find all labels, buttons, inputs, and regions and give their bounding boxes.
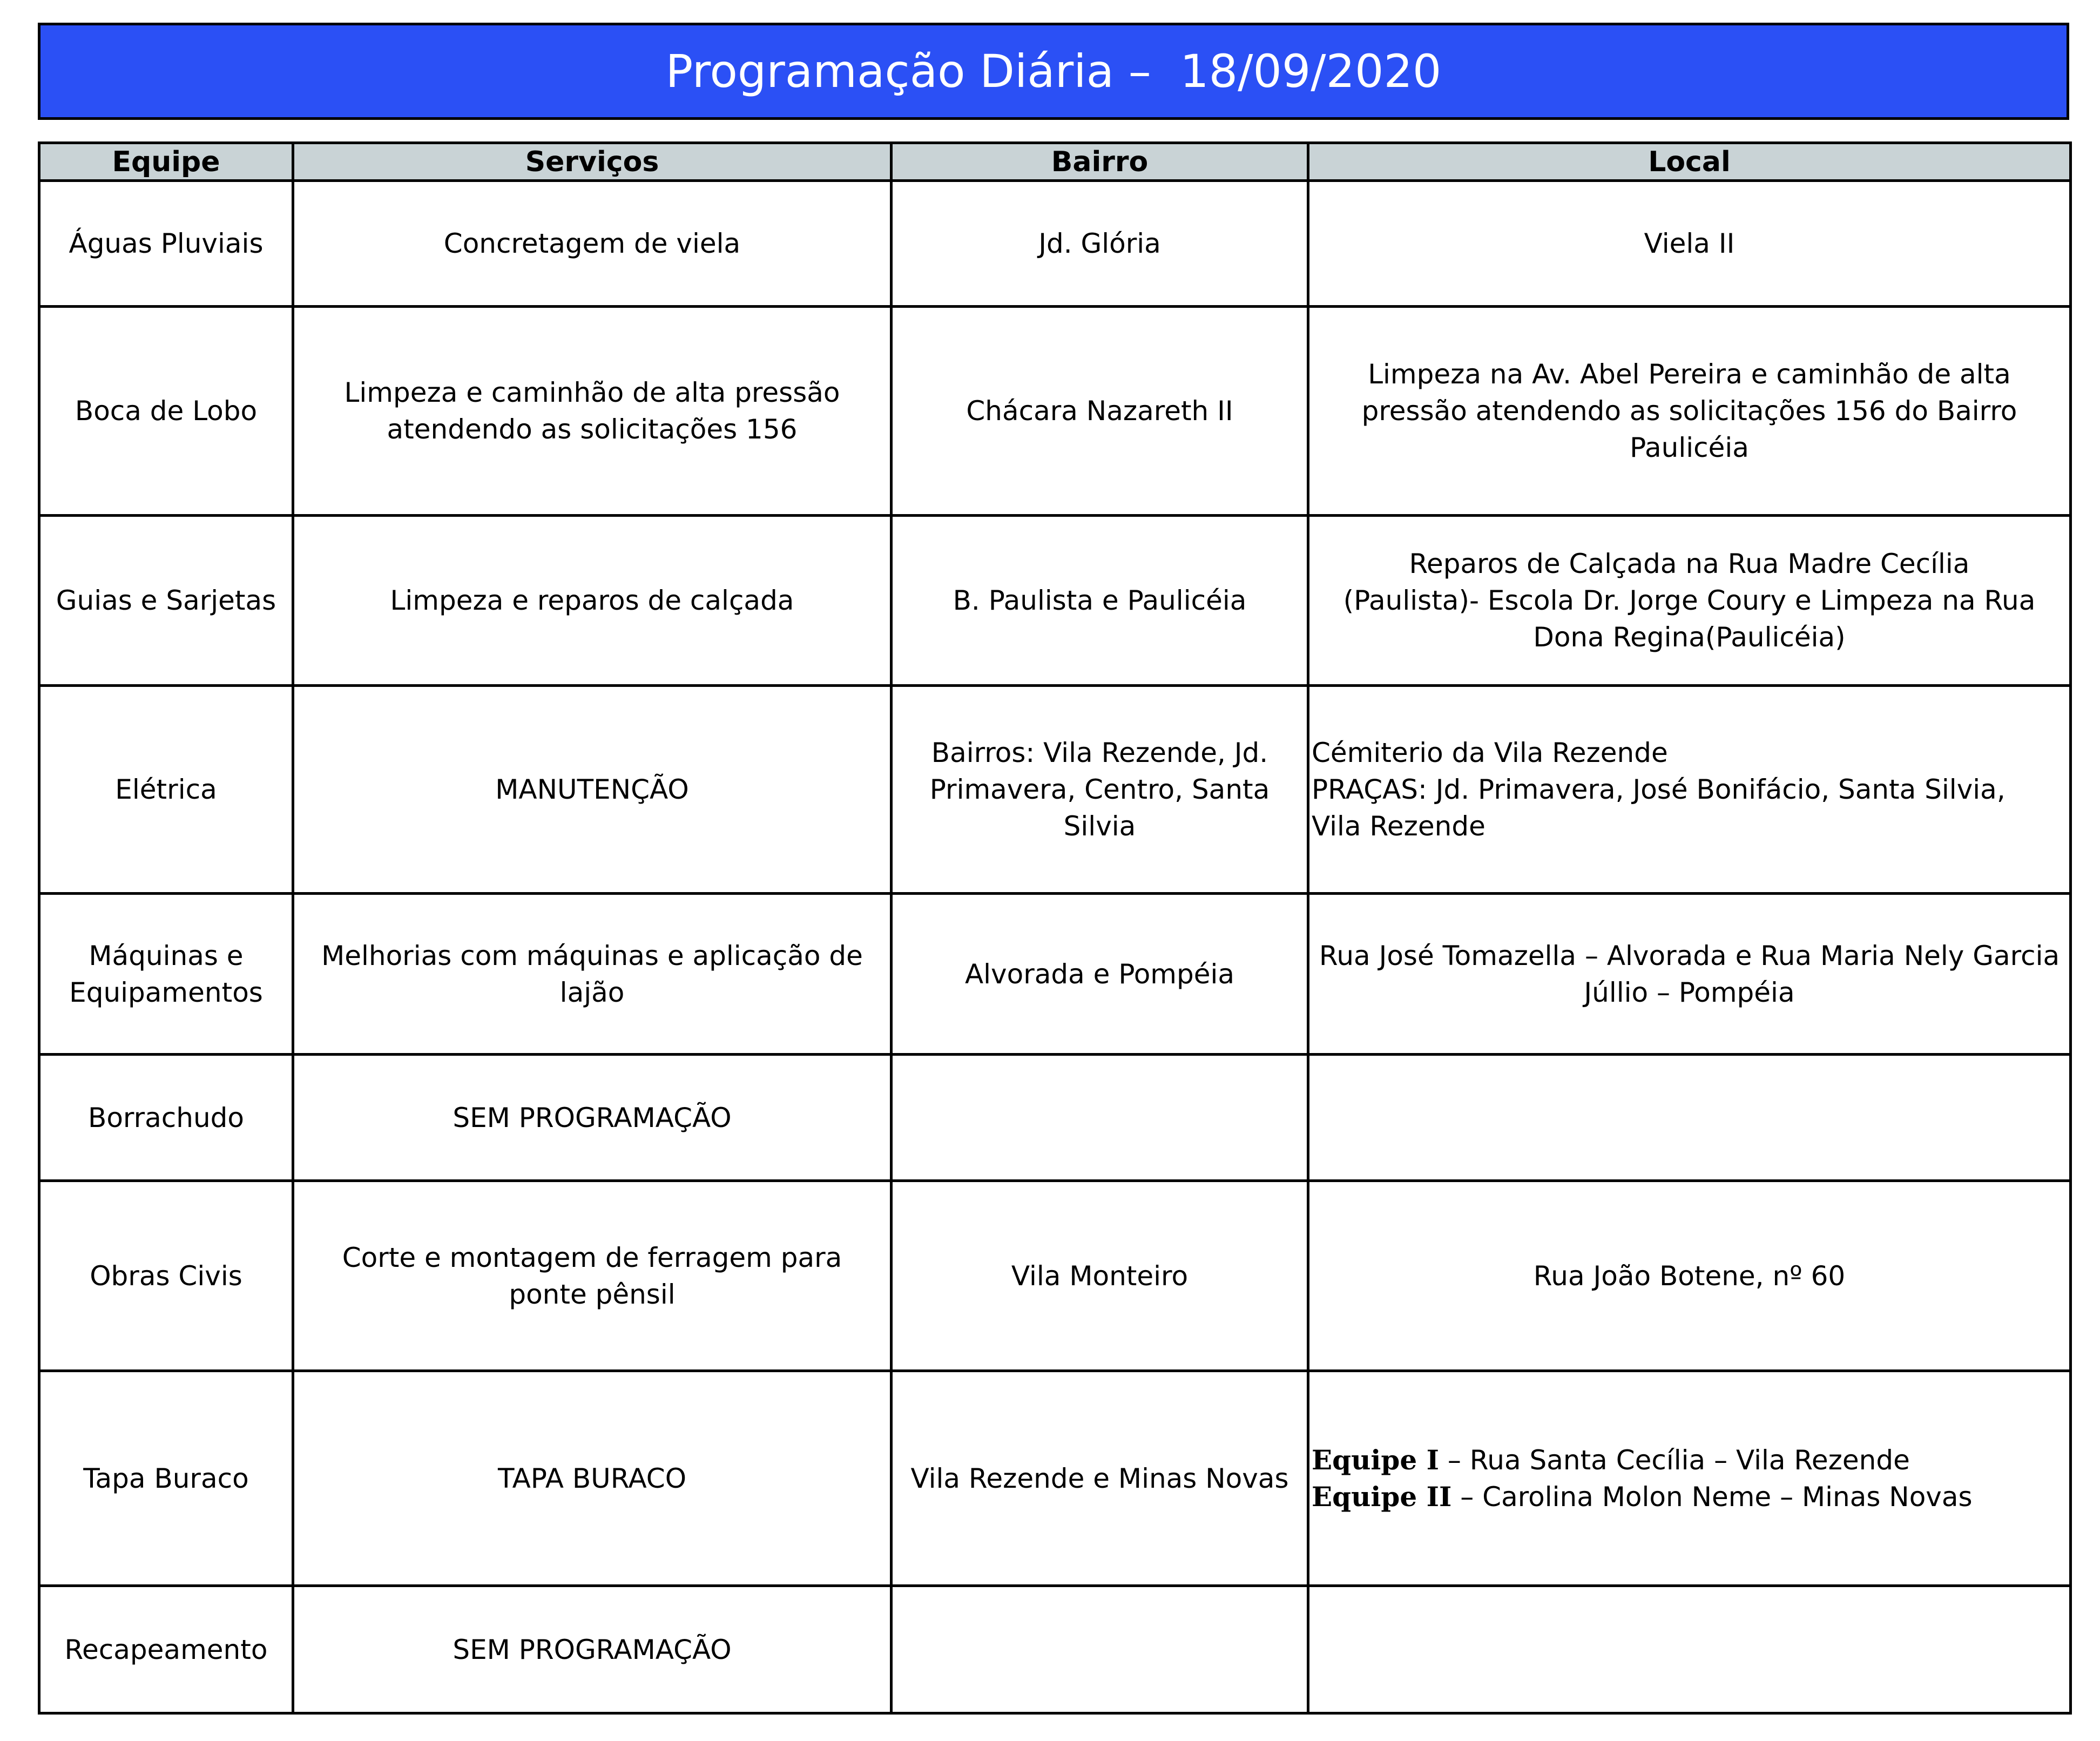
cell-local: Reparos de Calçada na Rua Madre Cecília (Paulista)- Escola Dr. Jorge Coury e Limpeza na Rua Dona Regina(Paulicéia) <box>1308 516 2071 686</box>
schedule-table <box>38 141 2072 1715</box>
team-text: – Rua Santa Cecília – Vila Rezende <box>1439 1444 1910 1476</box>
table-row <box>39 516 2071 686</box>
cell-equipe: Boca de Lobo <box>39 307 293 516</box>
cell-equipe: Elétrica <box>39 686 293 894</box>
cell-equipe: Águas Pluviais <box>39 181 293 307</box>
table-row <box>39 181 2071 307</box>
cell-servicos: SEM PROGRAMAÇÃO <box>293 1586 892 1713</box>
cell-local <box>1308 1371 2071 1586</box>
cell-servicos: TAPA BURACO <box>293 1371 892 1586</box>
cell-equipe: Máquinas e Equipamentos <box>39 894 293 1055</box>
local-line: Cémiterio da Vila Rezende <box>1312 737 1668 768</box>
cell-servicos: Limpeza e reparos de calçada <box>293 516 892 686</box>
table-row <box>39 686 2071 894</box>
header-bairro: Bairro <box>892 143 1308 181</box>
cell-local <box>1308 686 2071 894</box>
table-row <box>39 1055 2071 1181</box>
cell-bairro: Jd. Glória <box>892 181 1308 307</box>
cell-bairro: B. Paulista e Paulicéia <box>892 516 1308 686</box>
cell-bairro: Vila Monteiro <box>892 1181 1308 1371</box>
header-local: Local <box>1308 143 2071 181</box>
cell-servicos: Concretagem de viela <box>293 181 892 307</box>
cell-equipe: Tapa Buraco <box>39 1371 293 1586</box>
title-bar <box>38 23 2069 120</box>
cell-equipe: Borrachudo <box>39 1055 293 1181</box>
cell-local: Limpeza na Av. Abel Pereira e caminhão de alta pressão atendendo as solicitações 156 do Bairro Paulicéia <box>1308 307 2071 516</box>
table-row <box>39 1181 2071 1371</box>
table-row <box>39 894 2071 1055</box>
team-label: Equipe I <box>1312 1443 1439 1476</box>
cell-servicos: SEM PROGRAMAÇÃO <box>293 1055 892 1181</box>
cell-bairro: Chácara Nazareth II <box>892 307 1308 516</box>
local-line: PRAÇAS: Jd. Primavera, José Bonifácio, Santa Silvia, Vila Rezende <box>1312 774 2006 842</box>
table-row <box>39 307 2071 516</box>
cell-local <box>1308 1055 2071 1181</box>
cell-bairro: Alvorada e Pompéia <box>892 894 1308 1055</box>
cell-bairro <box>892 1586 1308 1713</box>
cell-local: Viela II <box>1308 181 2071 307</box>
cell-local: Rua José Tomazella – Alvorada e Rua Maria Nely Garcia Júllio – Pompéia <box>1308 894 2071 1055</box>
cell-local: Rua João Botene, nº 60 <box>1308 1181 2071 1371</box>
cell-servicos: Melhorias com máquinas e aplicação de lajão <box>293 894 892 1055</box>
header-equipe: Equipe <box>39 143 293 181</box>
header-row <box>39 143 2071 181</box>
cell-equipe: Obras Civis <box>39 1181 293 1371</box>
team-text: – Carolina Molon Neme – Minas Novas <box>1451 1481 1973 1513</box>
team-label: Equipe II <box>1312 1480 1452 1513</box>
cell-bairro <box>892 1055 1308 1181</box>
table-row <box>39 1371 2071 1586</box>
cell-equipe: Recapeamento <box>39 1586 293 1713</box>
cell-servicos: Corte e montagem de ferragem para ponte pênsil <box>293 1181 892 1371</box>
header-servicos: Serviços <box>293 143 892 181</box>
cell-bairro: Bairros: Vila Rezende, Jd. Primavera, Centro, Santa Silvia <box>892 686 1308 894</box>
cell-equipe: Guias e Sarjetas <box>39 516 293 686</box>
cell-servicos: Limpeza e caminhão de alta pressão atendendo as solicitações 156 <box>293 307 892 516</box>
table-row <box>39 1586 2071 1713</box>
page-title: Programação Diária – 18/09/2020 <box>665 45 1442 98</box>
cell-local <box>1308 1586 2071 1713</box>
cell-servicos: MANUTENÇÃO <box>293 686 892 894</box>
local-line <box>1312 1479 2062 1515</box>
cell-bairro: Vila Rezende e Minas Novas <box>892 1371 1308 1586</box>
local-line <box>1312 1442 2062 1479</box>
